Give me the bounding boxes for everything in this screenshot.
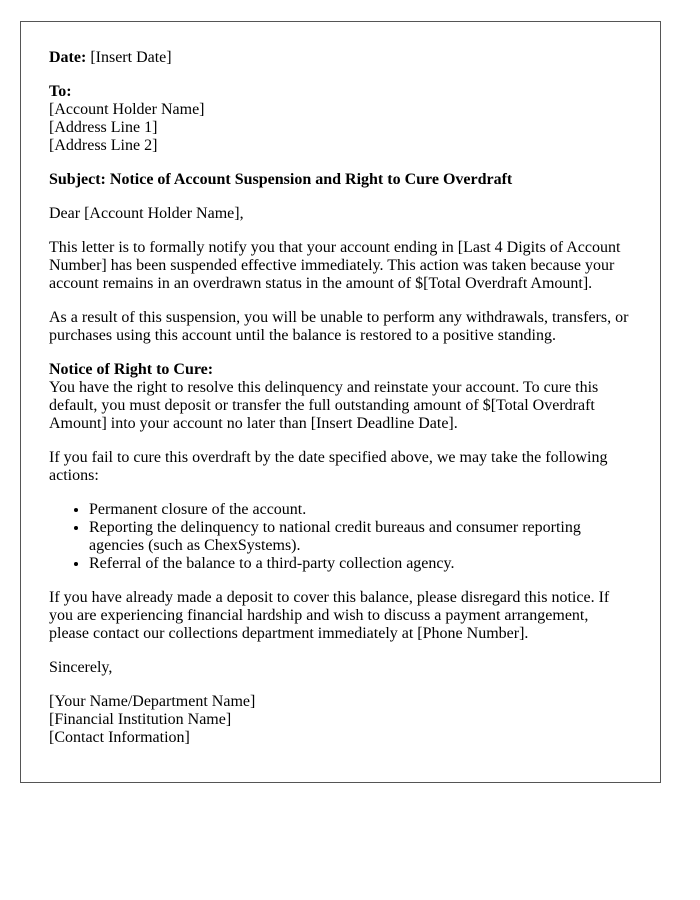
recipient-name: [Account Holder Name] <box>49 101 205 118</box>
date-value: [Insert Date] <box>90 49 172 66</box>
signature-institution: [Financial Institution Name] <box>49 711 232 728</box>
date-label: Date: <box>49 49 87 66</box>
right-to-cure-text: You have the right to resolve this delinquency and reinstate your account. To cure this default, you must deposit or transfer the full outstanding amount of $[Total Overdraft Amount] into your account no later than [Insert Deadline Date]. <box>49 379 599 432</box>
right-to-cure-heading: Notice of Right to Cure: <box>49 361 214 378</box>
signature-name: [Your Name/Department Name] <box>49 693 256 710</box>
list-item: • Reporting the delinquency to national credit bureaus and consumer reporting agencies (such as ChexSystems). <box>89 519 632 555</box>
paragraph-consequences-intro: If you fail to cure this overdraft by the date specified above, we may take the following actions: <box>49 449 608 484</box>
right-to-cure-section <box>49 361 632 433</box>
to-label: To: <box>49 83 72 100</box>
closing: Sincerely, <box>49 659 113 676</box>
paragraph-hardship-contact: If you have already made a deposit to cover this balance, please disregard this notice. If you are experiencing financial hardship and wish to discuss a payment arrangement, please contact our collections department immediately at [Phone Number]. <box>49 589 610 642</box>
signature-contact: [Contact Information] <box>49 729 190 746</box>
recipient-address-line-1: [Address Line 1] <box>49 119 158 136</box>
paragraph-suspension-notice: This letter is to formally notify you that your account ending in [Last 4 Digits of Account Number] has been suspended effective immediately. This action was taken because your account remains in an overdrawn status in the amount of $[Total Overdraft Amount]. <box>49 239 621 292</box>
letter <box>20 21 661 783</box>
recipient-block <box>49 83 632 155</box>
date-line <box>49 49 632 67</box>
paragraph-suspension-effects: As a result of this suspension, you will be unable to perform any withdrawals, transfers, or purchases using this account until the balance is restored to a positive standing. <box>49 309 629 344</box>
recipient-address-line-2: [Address Line 2] <box>49 137 158 154</box>
subject-line: Subject: Notice of Account Suspension and Right to Cure Overdraft <box>49 171 513 188</box>
list-item: • Referral of the balance to a third-party collection agency. <box>89 555 632 573</box>
signature-block <box>49 693 632 747</box>
salutation: Dear [Account Holder Name], <box>49 205 244 222</box>
list-item: • Permanent closure of the account. <box>89 501 632 519</box>
actions-list <box>49 501 632 573</box>
